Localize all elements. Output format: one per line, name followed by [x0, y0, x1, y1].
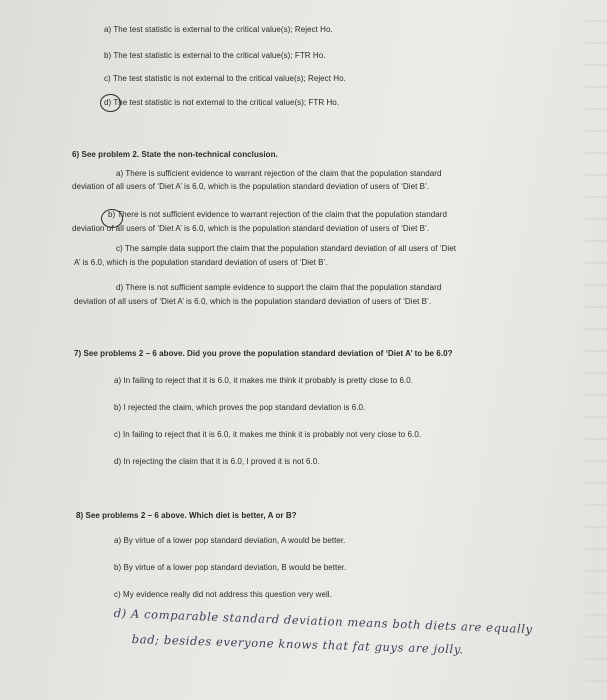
- q6-option-c-line2: A’ is 6.0, which is the population standard deviation of users of ‘Diet B’.: [74, 258, 328, 267]
- q8-question: 8) See problems 2 – 6 above. Which diet is better, A or B?: [76, 511, 297, 520]
- q7-option-d: d) In rejecting the claim that it is 6.0, I proved it is not 6.0.: [114, 457, 320, 466]
- q7-option-c: c) In failing to reject that it is 6.0, it makes me think it is probably not very close to 6.0.: [114, 430, 422, 439]
- q6-option-a-line1: a) There is sufficient evidence to warrant rejection of the claim that the population standard: [116, 169, 442, 178]
- q6-question: 6) See problem 2. State the non-technical conclusion.: [72, 150, 278, 159]
- q5-option-a: a) The test statistic is external to the critical value(s); Reject Ho.: [104, 25, 333, 34]
- q5-option-b: b) The test statistic is external to the critical value(s); FTR Ho.: [104, 51, 326, 60]
- q8-option-a: a) By virtue of a lower pop standard deviation, A would be better.: [114, 536, 346, 545]
- q8-handwritten-answer-line2: bad; besides everyone knows that fat guys are jolly.: [131, 632, 464, 657]
- q6-option-d-line1: d) There is not sufficient sample evidence to support the claim that the population standard: [116, 283, 442, 292]
- q6-option-d-line2: deviation of all users of ‘Diet A’ is 6.0, which is the population standard deviation of users of ‘Diet B’.: [74, 297, 432, 306]
- q6-option-a-line2: deviation of all users of ‘Diet A’ is 6.0, which is the population standard deviation of users of ‘Diet B’.: [72, 182, 430, 191]
- q5-option-d: d) The test statistic is not external to the critical value(s); FTR Ho.: [104, 98, 340, 107]
- q8-option-c: c) My evidence really did not address this question very well.: [114, 590, 332, 599]
- q6-option-c-line1: c) The sample data support the claim that the population standard deviation of all users of ‘Diet: [116, 244, 457, 253]
- q5-option-c: c) The test statistic is not external to the critical value(s); Reject Ho.: [104, 74, 346, 83]
- q8-handwritten-answer-line1: d) A comparable standard deviation means both diets are equally: [113, 606, 533, 637]
- q6-option-b-line2: deviation of all users of ‘Diet A’ is 6.0, which is the population standard deviation of users of ‘Diet B’.: [72, 224, 430, 233]
- q8-option-b: b) By virtue of a lower pop standard deviation, B would be better.: [114, 563, 347, 572]
- q7-question: 7) See problems 2 – 6 above. Did you prove the population standard deviation of ‘Diet A’ to be 6.0?: [74, 349, 453, 358]
- q6-option-b-line1: b) There is not sufficient evidence to warrant rejection of the claim that the population standard: [108, 210, 448, 219]
- page-edge-shadow: [585, 0, 607, 700]
- q7-option-b: b) I rejected the claim, which proves the pop standard deviation is 6.0.: [114, 403, 366, 412]
- q7-option-a: a) In failing to reject that it is 6.0, it makes me think it probably is pretty close to 6.0.: [114, 376, 414, 385]
